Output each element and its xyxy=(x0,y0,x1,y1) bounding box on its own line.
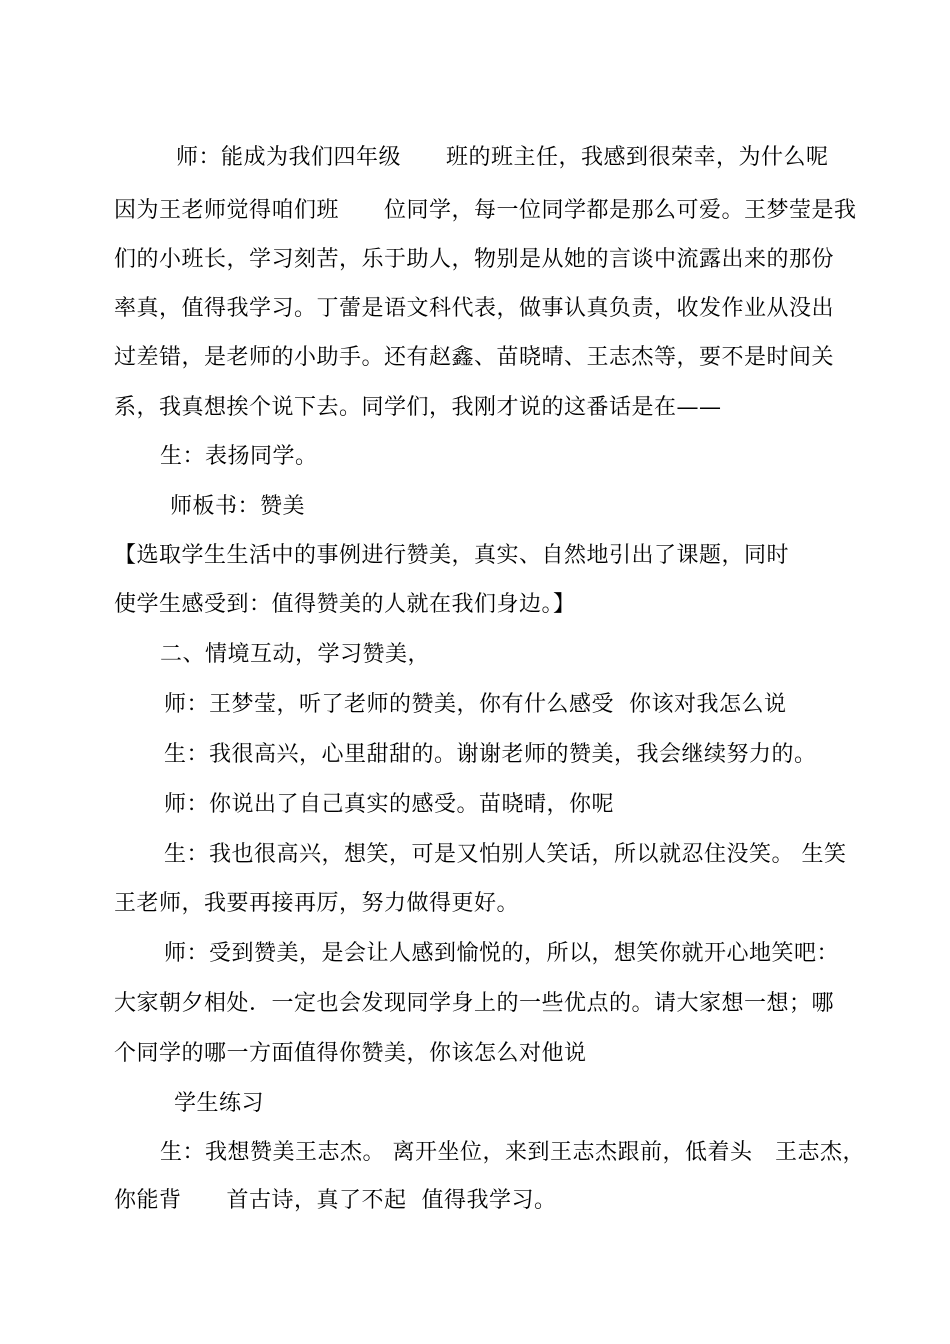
text-line: 个同学的哪一方面值得你赞美，你该怎么对他说 xyxy=(114,1041,587,1066)
text-line: 生：我也很高兴，想笑，可是又怕别人笑话，所以就忍住没笑。 生笑 xyxy=(164,842,847,867)
text-line: 王老师，我要再接再厉，努力做得更好。 xyxy=(114,891,520,916)
text-line: 过差错，是老师的小助手。还有赵鑫、苗晓晴、王志杰等，要不是时间关 xyxy=(114,345,835,370)
text-line: 系，我真想挨个说下去。同学们，我刚才说的这番话是在—— xyxy=(114,395,722,420)
text-line: 师：能成为我们四年级 班的班主任，我感到很荣幸，为什么呢 xyxy=(176,145,829,170)
text-line: 师：你说出了自己真实的感受。苗晓晴，你呢 xyxy=(164,792,615,817)
text-line: 师：王梦莹，听了老师的赞美，你有什么感受 你该对我怎么说 xyxy=(164,692,787,717)
text-line: 师：受到赞美，是会让人感到愉悦的，所以，想笑你就开心地笑吧： xyxy=(164,941,840,966)
text-line: 大家朝夕相处．一定也会发现同学身上的一些优点的。请大家想一想；哪 xyxy=(114,991,835,1016)
text-line: 因为王老师觉得咱们班 位同学，每一位同学都是那么可爱。王梦莹是我 xyxy=(114,198,857,223)
text-line: 们的小班长，学习刻苦，乐于助人，物别是从她的言谈中流露出来的那份 xyxy=(114,247,835,272)
text-line: 学生练习 xyxy=(174,1091,265,1116)
section-heading: 二、情境互动，学习赞美， xyxy=(160,642,431,667)
text-line: 师板书：赞美 xyxy=(170,494,306,519)
text-line: 【选取学生生活中的事例进行赞美，真实、自然地引出了课题，同时 xyxy=(114,543,790,568)
text-line: 生：表扬同学。 xyxy=(160,444,318,469)
text-line: 使学生感受到：值得赞美的人就在我们身边。】 xyxy=(114,592,576,617)
text-line: 率真，值得我学习。丁蕾是语文科代表，做事认真负责，收发作业从没出 xyxy=(114,296,835,321)
text-line: 你能背 首古诗，真了不起 值得我学习。 xyxy=(114,1188,557,1213)
text-line: 生：我很高兴，心里甜甜的。谢谢老师的赞美，我会继续努力的。 xyxy=(164,742,817,767)
text-line: 生：我想赞美王志杰。 离开坐位，来到王志杰跟前，低着头 王志杰， xyxy=(160,1140,865,1165)
